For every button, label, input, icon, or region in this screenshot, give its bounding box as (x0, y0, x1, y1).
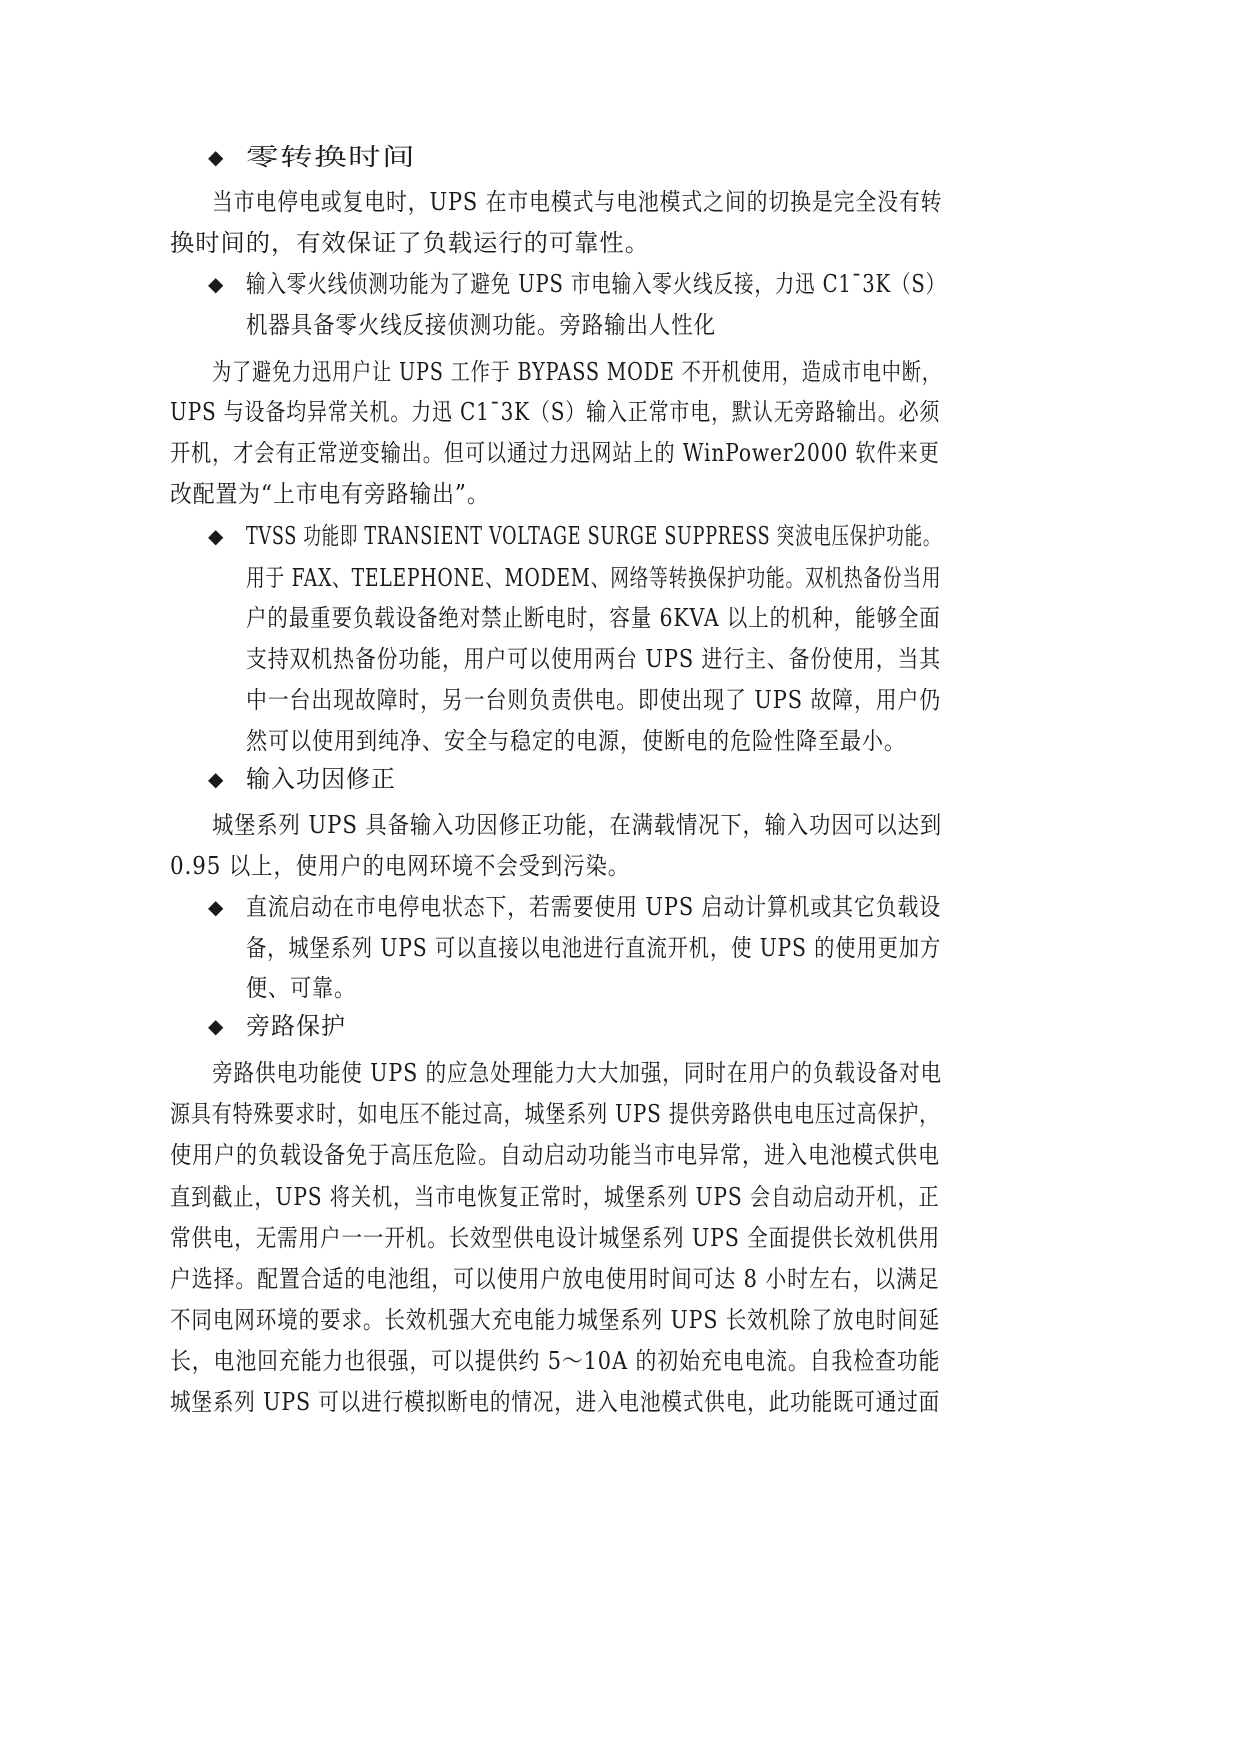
bullet-text-line: 机器具备零火线反接侦测功能。旁路输出人性化 (246, 311, 716, 339)
bullet-text-line: 直流启动在市电停电状态下，若需要使用 UPS 启动计算机或其它负载设 (246, 893, 942, 921)
paragraph-line: 换时间的，有效保证了负载运行的可靠性。 (170, 229, 650, 257)
paragraph-line: 改配置为“上市电有旁路输出”。 (170, 480, 490, 508)
bullet-diamond-icon: ◆ (208, 767, 224, 791)
bullet-text-line: 然可以使用到纯净、安全与稳定的电源，使断电的危险性降至最小。 (246, 727, 906, 755)
paragraph-line: 旁路供电功能使 UPS 的应急处理能力大大加强，同时在用户的负载设备对电 (212, 1059, 943, 1087)
bullet-diamond-icon: ◆ (208, 145, 224, 169)
paragraph-line: 不同电网环境的要求。长效机强大充电能力城堡系列 UPS 长效机除了放电时间延 (170, 1306, 941, 1334)
paragraph-line: 常供电，无需用户一一开机。长效型供电设计城堡系列 UPS 全面提供长效机供用 (170, 1224, 941, 1252)
bullet-diamond-icon: ◆ (208, 895, 224, 919)
paragraph-line: 户选择。配置合适的电池组，可以使用户放电使用时间可达 8 小时左右，以满足 (170, 1265, 940, 1293)
paragraph-line: 当市电停电或复电时，UPS 在市电模式与电池模式之间的切换是完全没有转 (212, 188, 943, 216)
bullet-diamond-icon: ◆ (208, 1014, 224, 1038)
paragraph-line: 0.95 以上，使用户的电网环境不会受到污染。 (170, 852, 631, 880)
paragraph-line: 使用户的负载设备免于高压危险。自动启动功能当市电异常，进入电池模式供电 (170, 1141, 940, 1169)
paragraph-line: UPS 与设备均异常关机。力迅 C1¯3K（S）输入正常市电，默认无旁路输出。必须 (170, 398, 941, 426)
bullet-heading: 旁路保护 (246, 1012, 346, 1040)
paragraph-line: 城堡系列 UPS 可以进行模拟断电的情况，进入电池模式供电，此功能既可通过面 (170, 1388, 941, 1416)
paragraph-line: 为了避免力迅用户让 UPS 工作于 BYPASS MODE 不开机使用，造成市电中断， (212, 358, 942, 386)
bullet-diamond-icon: ◆ (208, 272, 224, 296)
bullet-text-line: 便、可靠。 (246, 974, 356, 1002)
bullet-text-line: 备，城堡系列 UPS 可以直接以电池进行直流开机，使 UPS 的使用更加方 (246, 934, 942, 962)
bullet-text-line: 户的最重要负载设备绝对禁止断电时，容量 6KVA 以上的机种，能够全面 (246, 604, 941, 632)
bullet-text-line: 中一台出现故障时，另一台则负责供电。即使出现了 UPS 故障，用户仍 (246, 686, 942, 714)
paragraph-line: 城堡系列 UPS 具备输入功因修正功能，在满载情况下，输入功因可以达到 (212, 811, 943, 839)
bullet-diamond-icon: ◆ (208, 524, 224, 548)
paragraph-line: 长，电池回充能力也很强，可以提供约 5～10A 的初始充电电流。自我检查功能 (170, 1347, 941, 1375)
bullet-text-line: 用于 FAX、TELEPHONE、MODEM、网络等转换保护功能。双机热备份当用 (246, 564, 942, 592)
paragraph-line: 源具有特殊要求时，如电压不能过高，城堡系列 UPS 提供旁路供电电压过高保护， (170, 1100, 941, 1128)
paragraph-line: 直到截止，UPS 将关机，当市电恢复正常时，城堡系列 UPS 会自动启动开机，正 (170, 1183, 940, 1211)
bullet-text-line: 输入零火线侦测功能为了避免 UPS 市电输入零火线反接，力迅 C1¯3K（S） (246, 270, 947, 298)
bullet-heading: 输入功因修正 (246, 765, 396, 793)
bullet-text-line: TVSS 功能即 TRANSIENT VOLTAGE SURGE SUPPRESS 突波电压保护功能。 (246, 522, 942, 550)
paragraph-line: 开机，才会有正常逆变输出。但可以通过力迅网站上的 WinPower2000 软件来更 (170, 439, 940, 467)
bullet-heading: 零转换时间 (246, 143, 416, 171)
bullet-text-line: 支持双机热备份功能，用户可以使用两台 UPS 进行主、备份使用，当其 (246, 645, 942, 673)
